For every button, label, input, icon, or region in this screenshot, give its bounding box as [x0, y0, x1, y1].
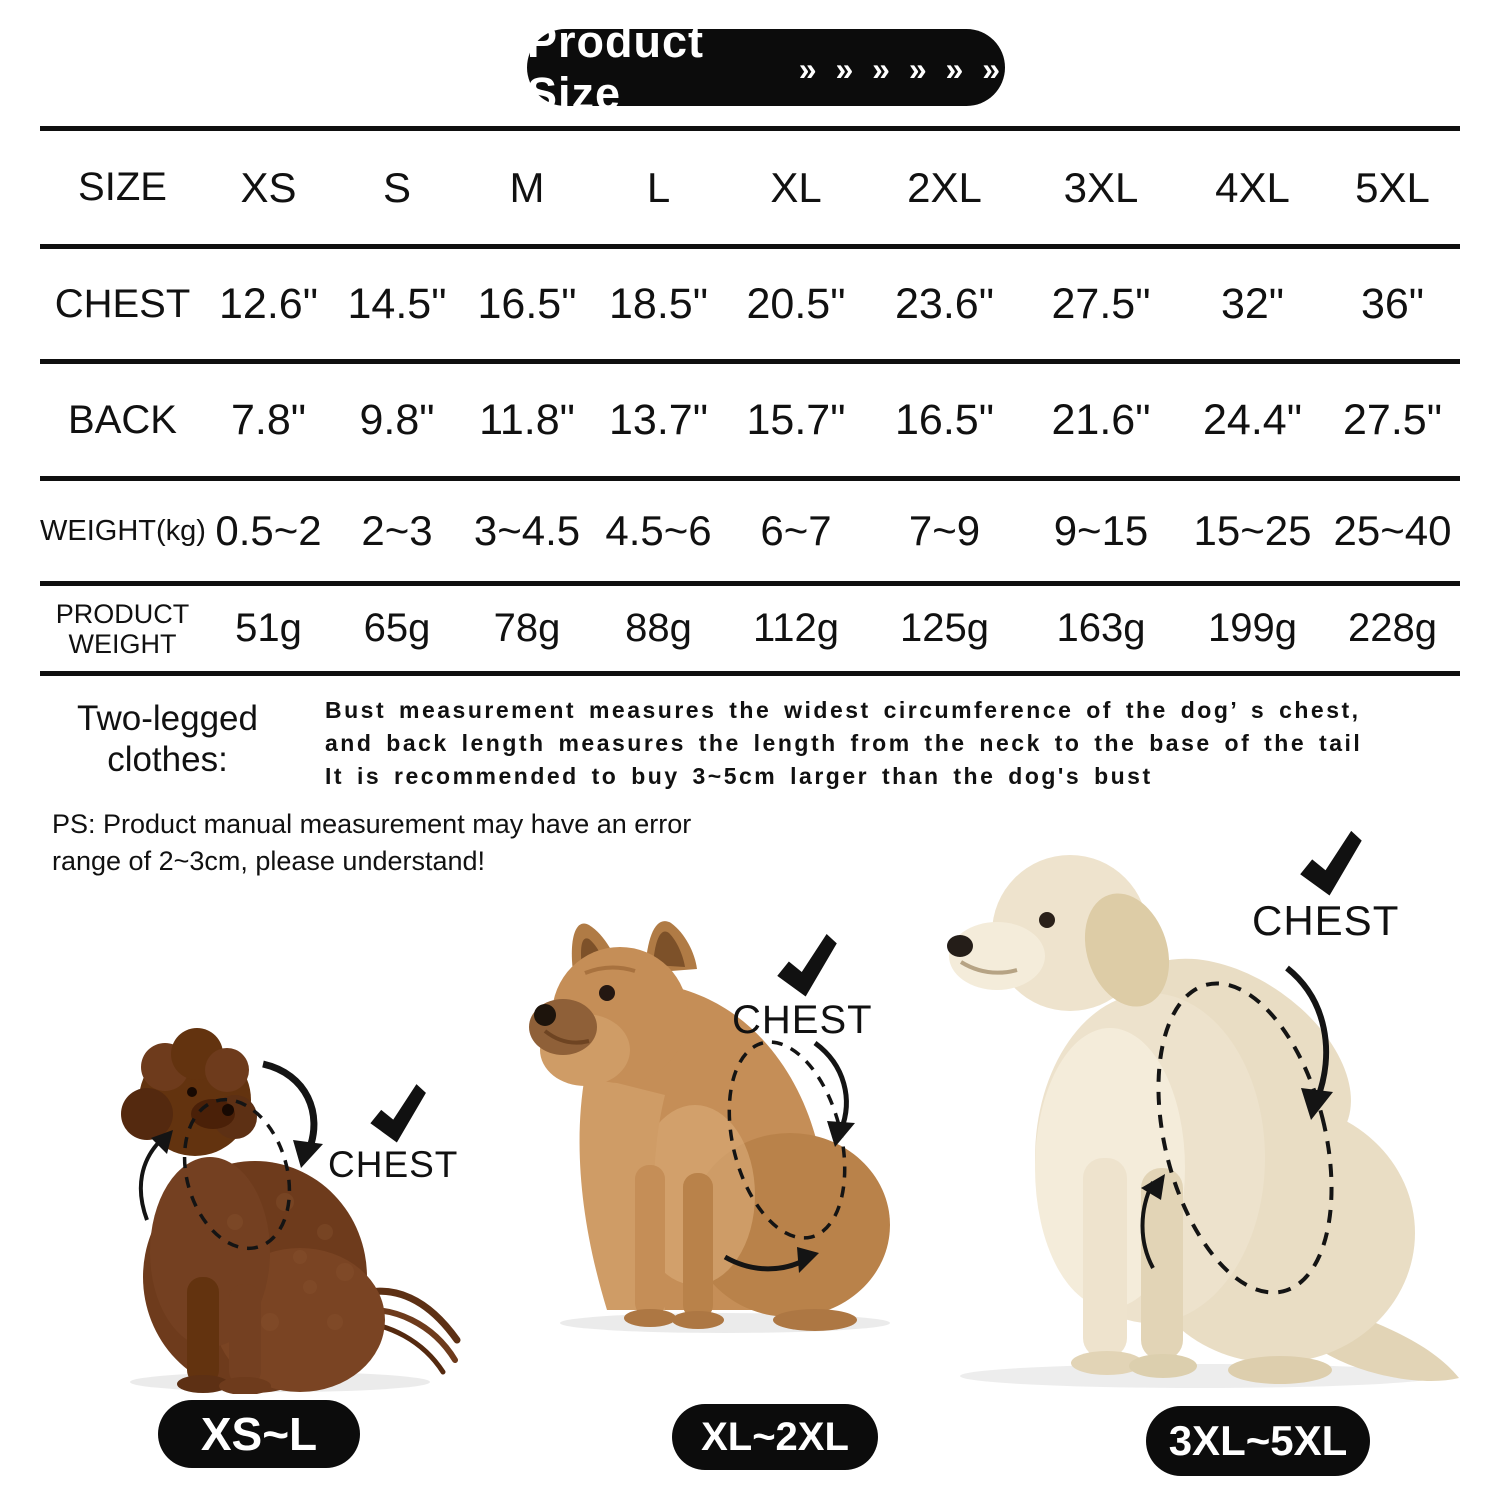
table-cell: 88g [625, 606, 692, 650]
page-title: Product Size [527, 15, 705, 119]
table-cell: 16.5" [895, 395, 994, 444]
table-cell: 5XL [1355, 163, 1430, 211]
table-row-size [40, 126, 1460, 244]
table-cell: 36" [1360, 279, 1425, 328]
measurement-note [40, 694, 1460, 793]
row-label: CHEST [54, 281, 191, 326]
table-cell: 20.5" [746, 279, 846, 328]
table-cell: 51g [235, 606, 302, 650]
table-cell: 2XL [907, 163, 982, 211]
table-cell: 24.4" [1203, 395, 1302, 444]
chest-label: CHEST [328, 1144, 459, 1185]
chest-annotation [1252, 833, 1399, 945]
table-cell: 13.7" [609, 395, 708, 444]
table-cell: 65g [363, 606, 431, 650]
table-cell: XS [240, 163, 297, 211]
table-row-weight [40, 476, 1460, 581]
note-line: and back length measures the length from the neck to the base of the tail [325, 730, 1363, 756]
row-label: BACK [68, 397, 177, 442]
table-cell: 3XL [1063, 163, 1139, 211]
arrow-icon [293, 1140, 323, 1168]
size-range-pill-small: XS~L [158, 1400, 360, 1468]
table-cell: M [509, 163, 545, 211]
chest-annotation [328, 1086, 458, 1186]
size-table [40, 126, 1460, 676]
check-icon [771, 933, 847, 1000]
note-line: Bust measurement measures the widest circumference of the dog’ s chest, [325, 697, 1361, 723]
table-row-back [40, 359, 1460, 476]
table-cell: 163g [1056, 606, 1146, 650]
table-cell: 23.6" [895, 279, 994, 328]
table-cell: 78g [493, 606, 561, 650]
table-cell: 9.8" [359, 395, 435, 444]
row-label: PRODUCT WEIGHT [55, 598, 190, 659]
table-cell: 15~25 [1193, 507, 1312, 554]
table-cell: 15.7" [746, 395, 846, 444]
table-cell: 125g [900, 606, 989, 650]
table-cell: 27.5" [1051, 279, 1151, 328]
check-icon [1294, 829, 1372, 898]
table-cell: 199g [1208, 606, 1297, 650]
table-cell: 2~3 [361, 507, 433, 554]
table-cell: 6~7 [760, 507, 832, 554]
table-cell: 228g [1348, 606, 1437, 650]
check-icon [366, 1083, 434, 1145]
row-label: SIZE [78, 165, 167, 209]
table-cell: 18.5" [609, 279, 708, 328]
chevrons-icon: » » » » » » [798, 50, 1005, 87]
table-cell: 14.5" [347, 279, 447, 328]
table-cell: 112g [752, 606, 839, 650]
note-body [325, 694, 1362, 793]
table-cell: 9~15 [1053, 507, 1149, 554]
table-cell: 0.5~2 [215, 507, 322, 554]
table-cell: 4XL [1215, 163, 1290, 211]
table-cell: 3~4.5 [473, 507, 581, 554]
chest-label: CHEST [1252, 897, 1400, 944]
table-cell: 7~9 [908, 507, 981, 554]
table-cell: L [646, 163, 671, 211]
table-row-product-weight [40, 581, 1460, 671]
table-cell: XL [770, 163, 822, 211]
ps-note: PS: Product manual measurement may have an error range of 2~3cm, please understand! [52, 809, 692, 876]
table-cell: 25~40 [1333, 507, 1452, 554]
note-line: It is recommended to buy 3~5cm larger than the dog's bust [325, 763, 1153, 789]
table-cell: 32" [1220, 279, 1285, 328]
table-row-chest [40, 244, 1460, 359]
size-range-pill-large: 3XL~5XL [1146, 1406, 1370, 1476]
table-cell: 27.5" [1343, 395, 1442, 444]
table-cell: 4.5~6 [605, 507, 712, 554]
chest-annotation [732, 936, 873, 1043]
header-pill [527, 15, 1005, 119]
table-cell: S [382, 163, 411, 211]
size-range-pill-medium: XL~2XL [672, 1404, 878, 1470]
table-cell: 12.6" [219, 279, 318, 328]
table-cell: 16.5" [477, 279, 577, 328]
chest-label: CHEST [732, 998, 873, 1042]
toy-poodle-photo [95, 1022, 463, 1394]
table-cell: 7.8" [230, 395, 307, 444]
table-cell: 21.6" [1051, 395, 1151, 444]
two-legged-clothes-label: Two-legged clothes: [77, 699, 258, 779]
row-label: WEIGHT(kg) [40, 514, 206, 547]
table-cell: 11.8" [479, 395, 575, 444]
